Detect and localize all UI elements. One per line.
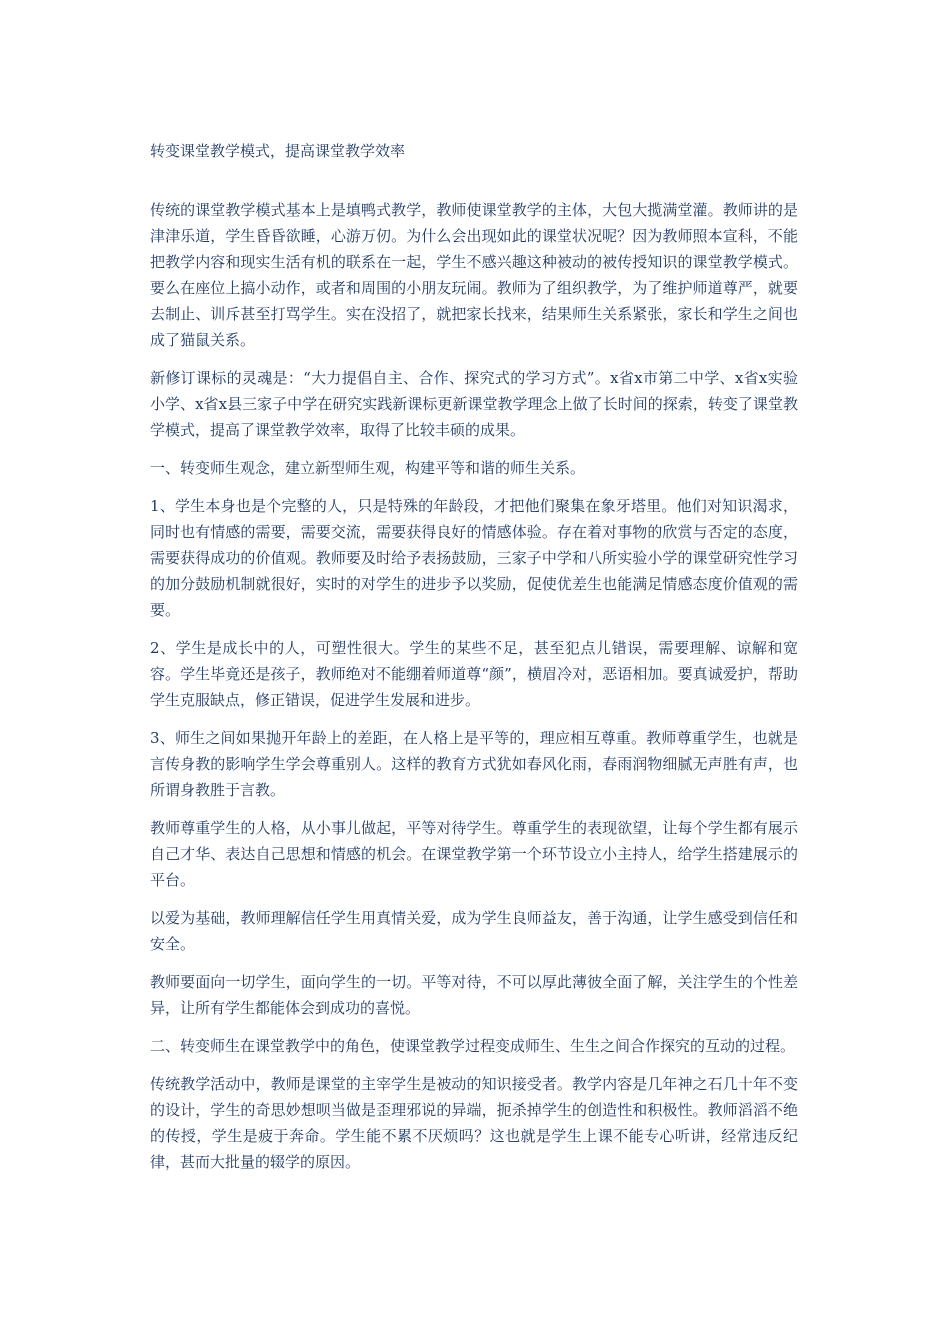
section-heading-two: 二、转变师生在课堂教学中的角色，使课堂教学过程变成师生、生生之间合作探究的互动的过程。 — [150, 1037, 796, 1055]
paragraph-traditional: 传统教学活动中，教师是课堂的主宰学生是被动的知识接受者。教学内容是几年神之石几十年不变的设计，学生的奇思妙想呗当做是歪理邪说的异端，扼杀掉学生的创造性和积极性。教师滔滔不绝的传授，学生是疲于奔命。学生能不累不厌烦吗？这也就是学生上课不能专心听讲，经常违反纪律，甚而大批量的辍学的原因。 — [150, 1075, 798, 1171]
document-title: 转变课堂教学模式，提高课堂教学效率 — [150, 142, 406, 160]
paragraph-point-1: 1、学生本身也是个完整的人，只是特殊的年龄段，才把他们聚集在象牙塔里。他们对知识渴求，同时也有情感的需要，需要交流，需要获得良好的情感体验。存在着对事物的欣赏与否定的态度，需要获得成功的价值观。教师要及时给予表扬鼓励，三家子中学和八所实验小学的课堂研究性学习的加分鼓励机制就很好，实时的对学生的进步予以奖励，促使优差生也能满足情感态度价值观的需要。 — [150, 497, 798, 619]
paragraph-all-students: 教师要面向一切学生，面向学生的一切。平等对待，不可以厚此薄彼全面了解，关注学生的个性差异，让所有学生都能体会到成功的喜悦。 — [150, 973, 798, 1017]
document-body — [150, 138, 798, 1187]
paragraph-love: 以爱为基础，教师理解信任学生用真情关爱，成为学生良师益友，善于沟通，让学生感受到信任和安全。 — [150, 909, 798, 953]
section-heading-one: 一、转变师生观念，建立新型师生观，构建平等和谐的师生关系。 — [150, 459, 586, 477]
paragraph-respect: 教师尊重学生的人格，从小事儿做起，平等对待学生。尊重学生的表现欲望，让每个学生都有展示自己才华、表达自己思想和情感的机会。在课堂教学第一个环节设立小主持人，给学生搭建展示的平台。 — [150, 819, 798, 889]
paragraph-point-3: 3、师生之间如果抛开年龄上的差距，在人格上是平等的，理应相互尊重。教师尊重学生，也就是言传身教的影响学生学会尊重别人。这样的教育方式犹如春风化雨，春雨润物细腻无声胜有声，也所谓身教胜于言教。 — [150, 729, 798, 799]
paragraph-intro: 传统的课堂教学模式基本上是填鸭式教学，教师使课堂教学的主体，大包大揽满堂灌。教师讲的是津津乐道，学生昏昏欲睡，心游万仞。为什么会出现如此的课堂状况呢？因为教师照本宣科，不能把教学内容和现实生活有机的联系在一起，学生不感兴趣这种被动的被传授知识的课堂教学模式。要么在座位上搞小动作，或者和周围的小朋友玩闹。教师为了组织教学，为了维护师道尊严，就要去制止、训斥甚至打骂学生。实在没招了，就把家长找来，结果师生关系紧张，家长和学生之间也成了猫鼠关系。 — [150, 201, 798, 349]
paragraph-point-2: 2、学生是成长中的人，可塑性很大。学生的某些不足，甚至犯点儿错误，需要理解、谅解和宽容。学生毕竟还是孩子，教师绝对不能绷着师道尊“颜”，横眉冷对，恶语相加。要真诚爱护，帮助学生克服缺点，修正错误，促进学生发展和进步。 — [150, 639, 798, 709]
paragraph-curriculum: 新修订课标的灵魂是：“大力提倡自主、合作、探究式的学习方式”。x省x市第二中学、x省x实验小学、x省x县三家子中学在研究实践新课标更新课堂教学理念上做了长时间的探索，转变了课堂教学模式，提高了课堂教学效率，取得了比较丰硕的成果。 — [150, 369, 798, 439]
